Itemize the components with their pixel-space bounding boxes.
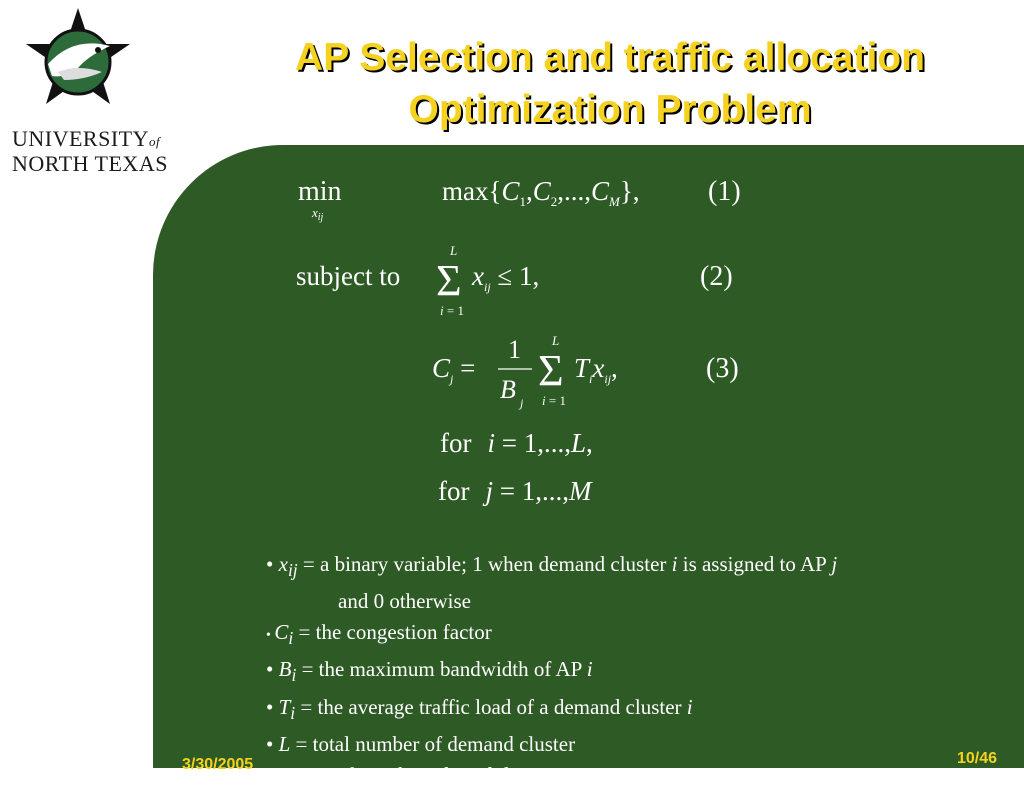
eq3-num: 1 [508, 335, 521, 364]
eq2-body: $x_{ij} \le 1$, [472, 261, 540, 294]
definition-item: • M = total number of candidate APs [266, 762, 573, 787]
eq5: for j = 1,...,M [438, 476, 592, 506]
eq3-sigma: Σ [538, 346, 564, 395]
slide-title [205, 32, 1015, 136]
eq1-label: (1) [708, 176, 741, 207]
definition-item: • $x_{ij} = a$ binary variable; 1 when demand cluster i is assigned to AP j [266, 552, 838, 581]
eq3-label: (3) [706, 353, 739, 384]
eq2-sum-bottom: i = 1 [440, 303, 464, 318]
page-number: 10/46 [957, 750, 998, 767]
eq3-sum-bottom: i = 1 [542, 393, 566, 408]
eq2-label: (2) [700, 261, 733, 292]
title-line-1: AP Selection and traffic allocation [295, 36, 925, 79]
eq3-lhs: $C_j$ = [432, 353, 476, 386]
eq2-sigma: Σ [436, 256, 462, 305]
eagle-star-logo-icon [18, 6, 138, 116]
university-name: UNIVERSITY [12, 126, 149, 151]
eq3-body: $T_ix_{ij}$, [574, 353, 618, 386]
footer-date: 3/30/2005 [182, 756, 254, 773]
eq3-den-sub: j [520, 396, 524, 410]
eq1-sub: $x_{ij}$ [312, 205, 324, 223]
definitions-list [266, 549, 986, 791]
title-line-2: Optimization Problem [408, 88, 812, 131]
definition-item: • $C_i$ = the congestion factor [266, 620, 492, 649]
definition-item: • $B_i$ = the maximum bandwidth of AP i [266, 657, 593, 686]
eq1-min: min [298, 176, 342, 207]
eq1-max: $\max\{C_1,C_2,...,C_M\}$, [442, 176, 640, 209]
equations-block [280, 165, 760, 515]
definition-item-continued: and 0 otherwise [338, 589, 471, 614]
university-of: of [149, 134, 161, 149]
eq3-sum-top: L [552, 333, 560, 348]
university-name-line2: NORTH TEXAS [12, 151, 168, 176]
eq2-sum-top: L [450, 243, 458, 258]
definition-item: • L = total number of demand cluster [266, 731, 576, 756]
eq2-subject: subject to [296, 261, 401, 291]
eq4: for i = 1,...,L, [440, 428, 593, 458]
eq3-den: B [500, 375, 516, 404]
university-wordmark [12, 128, 182, 175]
definition-item: • $T_i$ = the average traffic load of a demand cluster i [266, 694, 693, 723]
